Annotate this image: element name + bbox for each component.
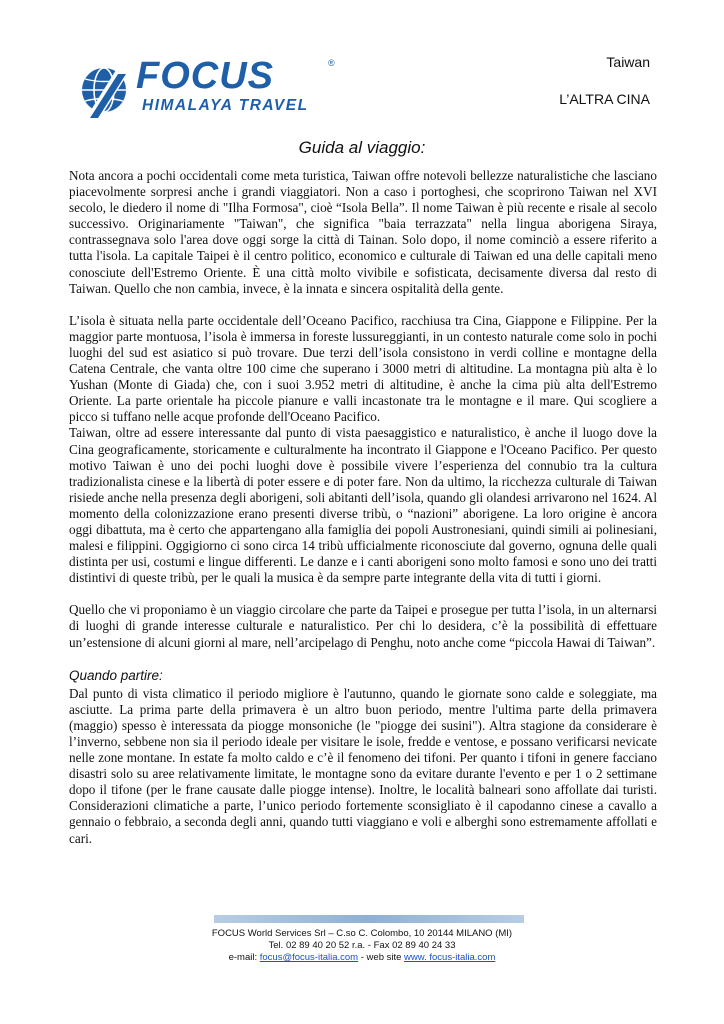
paragraph-climate: Dal punto di vista climatico il periodo migliore è l'autunno, quando le giornate sono calde e soleggiate, ma asciutte. La prima parte della primavera è un altro buon periodo, mentre l'ultima parte della primavera (maggio) spesso è interessata da piogge monsoniche (le "piogge dei susini"). Altra stagione da considerare è l’inverno, sebbene non sia il periodo ideale per visitare le isole, fredde e ventose, e possano verificarsi nevicate nelle zone montane. In estate fa molto caldo e c’è il fenomeno dei tifoni. Per quanto i tifoni in genere facciano disastri solo su aree relativamente limitate, le montagne sono da evitare durante l'evento e per 1 o 2 settimane dopo il tifone (per le frane causate dalle piogge intense). Inoltre, le località balneari sono affollate dai turisti. Considerazioni climatiche a parte, l’unico periodo fortemente sconsigliato è il capodanno cinese a cavallo a gennaio o febbraio, a seconda degli anni, quando tutti viaggiano e voli e alberghi sono estremamente affollati e cari. bbox=[69, 685, 657, 846]
logo-graphic bbox=[80, 52, 345, 122]
header-subtitle: L’ALTRA CINA bbox=[559, 91, 650, 107]
document-body bbox=[69, 168, 657, 847]
section-heading: Quando partire: bbox=[69, 667, 163, 683]
footer-email-label: e-mail: bbox=[228, 952, 260, 963]
paragraph-intro: Nota ancora a pochi occidentali come meta turistica, Taiwan offre notevoli bellezze naturalistiche che lasciano piacevolmente sorpresi anche i grandi viaggiatori. Non a caso i portoghesi, che scoprirono Taiwan nel XVI secolo, le diedero il nome di "Ilha Formosa", cioè “Isola Bella”. Il nome Taiwan è più recente e risale al secolo successivo. Originariamente "Taiwan", che significa "baia terrazzata" nella lingua aborigena Siraya, contrassegnava solo l'area dove oggi sorge la città di Tainan. Solo dopo, il nome cominciò a essere riferito a tutta l'isola. La capitale Taipei è il centro politico, economico e culturale di Taiwan ed una delle capitali meno conosciute dell'Estremo Oriente. È una città molto vivibile e sofisticata, decisamente diversa dal resto di Taiwan. Quello che non cambia, invece, è la innata e sincera ospitalità della gente. bbox=[69, 168, 657, 296]
header-country: Taiwan bbox=[606, 54, 650, 70]
document-title: Guida al viaggio: bbox=[298, 138, 426, 157]
paragraph-geography: L’isola è situata nella parte occidentale dell’Oceano Pacifico, racchiusa tra Cina, Giappone e Filippine. Per la maggior parte montuosa, l’isola è immersa in foreste lussureggianti, in un contesto naturale come solo in pochi luoghi del sud est asiatico si può trovare. Due terzi dell’isola consistono in verdi colline e montagne della Catena Centrale, che vanta oltre 100 cime che superano i 3000 metri di altitudine. La montagna più alta è lo Yushan (Monte di Giada) che, con i suoi 3.952 metri di altitudine, è anche la cima più alta dell'Estremo Oriente. La parte orientale ha piccole pianure e valli incastonate tra le montagne e il mare. Qui scogliere a picco si tuffano nelle acque profonde dell'Oceano Pacifico. bbox=[69, 312, 657, 425]
footer bbox=[0, 928, 724, 964]
paragraph-itinerary: Quello che vi proponiamo è un viaggio circolare che parte da Taipei e prosegue per tutta l’isola, in un alternarsi di luoghi di grande interesse culturale e naturalistico. Per chi lo desidera, c’è la possibilità di effettuare un’estensione di alcuni giorni al mare, nell’arcipelago di Penghu, noto anche come “piccola Hawai di Taiwan”. bbox=[69, 602, 657, 650]
logo-registered: ® bbox=[328, 58, 335, 68]
logo-tagline: HIMALAYA TRAVEL bbox=[142, 97, 309, 114]
email-link[interactable]: focus@focus-italia.com bbox=[259, 952, 359, 963]
footer-contacts bbox=[0, 952, 724, 964]
logo-brand: FOCUS bbox=[136, 55, 274, 97]
footer-phone: Tel. 02 89 40 20 52 r.a. - Fax 02 89 40 24 33 bbox=[268, 940, 456, 951]
globe-icon bbox=[82, 68, 130, 118]
footer-address: FOCUS World Services Srl – C.so C. Colombo, 10 20144 MILANO (MI) bbox=[211, 928, 513, 939]
footer-divider bbox=[214, 915, 524, 923]
focus-logo bbox=[80, 52, 345, 122]
footer-web-label: - web site bbox=[358, 952, 405, 963]
website-link[interactable]: www. focus-italia.com bbox=[404, 952, 496, 963]
paragraph-culture: Taiwan, oltre ad essere interessante dal punto di vista paesaggistico e naturalistico, è anche il luogo dove la Cina geograficamente, storicamente e culturalmente ha incontrato il Giappone e l'Oceano Pacifico. Per questo motivo Taiwan è uno dei pochi luoghi dove è possibile vivere l’esperienza del connubio tra la cultura tradizionalista cinese e la libertà di poter essere e di poter fare. Non da ultimo, la ricchezza culturale di Taiwan risiede anche nella presenza degli aborigeni, soli abitanti dell’isola, quando gli olandesi arrivarono nel 1624. Al momento della colonizzazione erano presenti diverse tribù, o “nazioni” aborigene. La loro origine è ancora oggi dibattuta, ma è certo che appartengano alla famiglia dei popoli Austronesiani, quindi simili ai polinesiani, malesi e filippini. Oggigiorno ci sono circa 14 tribù ufficialmente riconosciute dal governo, ognuna delle quali distinta per usi, costumi e lingue differenti. Le danze e i canti aborigeni sono molto famosi e sono uno dei tratti distintivi di queste tribù, per le quali la musica è da sempre parte integrante della vita di tutti i giorni. bbox=[69, 425, 657, 586]
